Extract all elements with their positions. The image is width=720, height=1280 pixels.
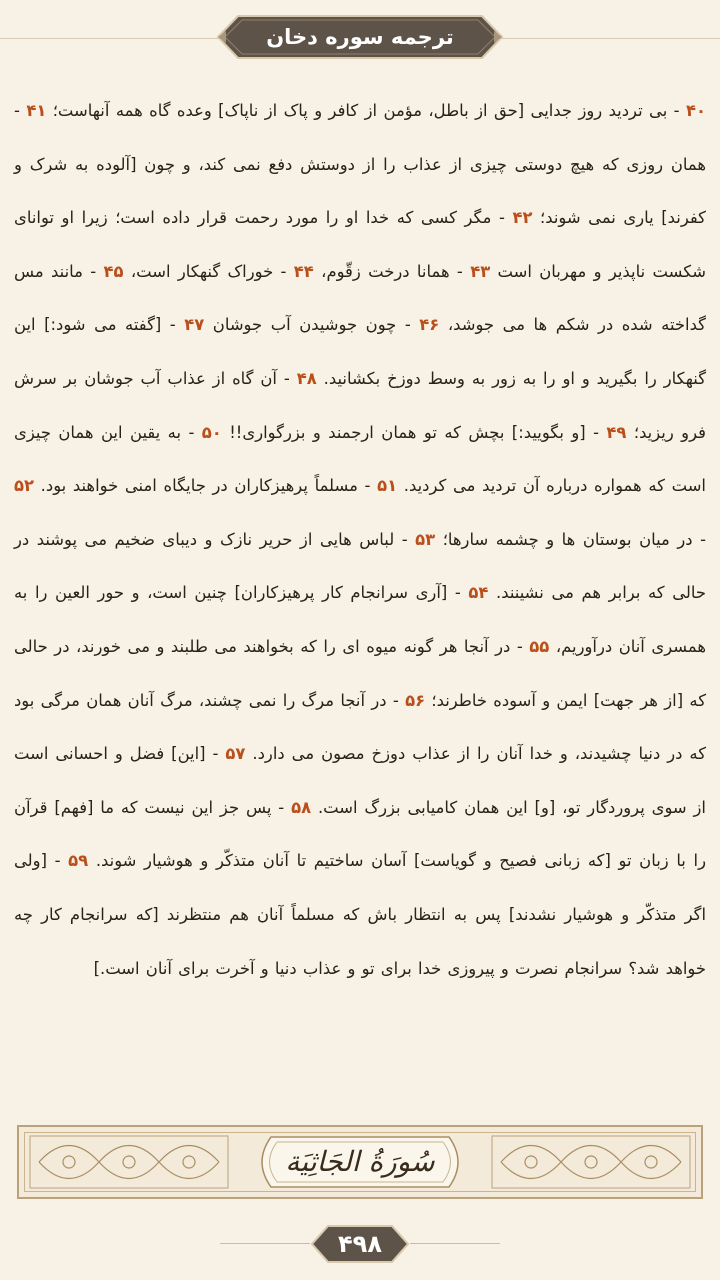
translation-text xyxy=(14,84,706,995)
verse-text: - در آنجا هر گونه میوه ای را که بخواهند می طلبند و می خورند، در حالی که [از هر جهت] ایمن و آسوده خاطرند؛ xyxy=(14,636,706,710)
verse-text: - [آری سرانجام کار پرهیزکاران] چنین است، و حور العین را به همسری آنان درآوریم، xyxy=(14,583,706,656)
page-title: ترجمه سوره دخان xyxy=(266,25,454,49)
verse-number: ۵۱ xyxy=(377,476,398,496)
verse-text: - [گفته می شود:] این گنهکار را بگیرید و او را به زور به وسط دوزخ بکشانید. xyxy=(14,315,706,388)
page-rule-right xyxy=(410,1243,500,1244)
verse-text: - در آنجا مرگ را نمی چشند، مرگ آنان همان مرگی بود که در دنیا چشیدند، و خدا آنان را از عذاب دوزخ مصون می دارد. xyxy=(14,690,707,764)
verse-number: ۵۶ xyxy=(405,690,426,710)
verse-number: ۵۷ xyxy=(225,744,246,764)
verse-text: - پس جز این نیست که ما [فهم] قرآن را با زبان تو [که زبانی فصیح و گویاست] آسان ساختیم تا آنان متذکّر و هوشیار شوند. xyxy=(14,797,706,871)
verse-number: ۴۸ xyxy=(296,368,317,388)
verse-number: ۴۵ xyxy=(103,261,124,281)
verse-number: ۵۲ xyxy=(14,476,35,496)
paragraph xyxy=(14,84,706,995)
verse-number: ۴۶ xyxy=(419,315,440,335)
verse-text: - آن گاه از عذاب آب جوشان بر سرش فرو ریزید؛ xyxy=(14,368,706,442)
verse-text: - بی تردید روز جدایی [حق از باطل، مؤمن از کافر و پاک از ناپاک] وعده گاه همه آنهاست؛ xyxy=(46,101,686,120)
verse-number: ۴۳ xyxy=(470,261,491,281)
ornament-left-icon xyxy=(29,1135,229,1189)
verse-number: ۴۰ xyxy=(685,101,706,120)
verse-number: ۴۲ xyxy=(512,208,533,228)
verse-text: - [و بگویید:] بچش که تو همان ارجمند و بزرگواری!! xyxy=(221,422,607,442)
verse-text: - به یقین این همان چیزی است که همواره درباره آن تردید می کردید. xyxy=(14,422,706,496)
verse-text: - در میان بوستان ها و چشمه سارها؛ xyxy=(435,529,706,549)
verse-text: - همانا درخت زقّوم، xyxy=(313,261,471,281)
verse-number: ۵۵ xyxy=(529,636,550,656)
verse-number: ۵۹ xyxy=(68,851,89,871)
verse-number: ۴۷ xyxy=(184,315,205,335)
verse-text: - چون جوشیدن آب جوشان xyxy=(204,315,420,335)
verse-number: ۵۸ xyxy=(291,797,312,817)
verse-text: - خوراک گنهکار است، xyxy=(123,261,294,281)
page-rule-left xyxy=(220,1243,310,1244)
verse-number: ۵۳ xyxy=(415,529,436,549)
verse-text: - مگر کسی که خدا او را مورد رحمت قرار داده است؛ زیرا او توانای شکست ناپذیر و مهربان است xyxy=(14,208,706,281)
verse-text: - لباس هایی از حریر نازک و دیبای ضخیم می پوشند در حالی که برابر هم می نشینند. xyxy=(14,529,706,603)
verse-text: - [ولی اگر متذکّر و هوشیار نشدند] پس به انتظار باش که مسلماً آنان هم منتظرند [که سرانجام کار چه خواهد شد؟ سرانجام نصرت و پیروزی خدا برای تو و عذاب دنیا و آخرت برای آنان است.] xyxy=(14,851,706,978)
verse-text: - همان روزی که هیچ دوستی چیزی از عذاب را از دوستش دفع نمی کند، و چون [آلوده به شرک و کفرند] یاری نمی شوند؛ xyxy=(14,101,706,228)
verse-number: ۵۰ xyxy=(201,422,222,442)
verse-number: ۵۴ xyxy=(468,583,489,603)
verse-text: - مانند مس گداخته شده در شکم ها می جوشد، xyxy=(14,261,706,335)
title-banner xyxy=(216,14,504,60)
surah-header-frame xyxy=(17,1125,703,1199)
verse-number: ۴۱ xyxy=(26,101,47,120)
page-number: ۴۹۸ xyxy=(338,1230,382,1258)
verse-text: - مسلماً پرهیزکاران در جایگاه امنی خواهند بود. xyxy=(34,476,378,496)
verse-number: ۴۹ xyxy=(606,422,627,442)
surah-name: سُورَةُ الجَاثِيَة xyxy=(285,1145,435,1178)
verse-number: ۴۴ xyxy=(293,261,314,281)
ornament-right-icon xyxy=(491,1135,691,1189)
verse-text: - [این] فضل و احسانی است از سوی پروردگار تو، [و] این همان کامیابی بزرگ است. xyxy=(14,744,706,817)
